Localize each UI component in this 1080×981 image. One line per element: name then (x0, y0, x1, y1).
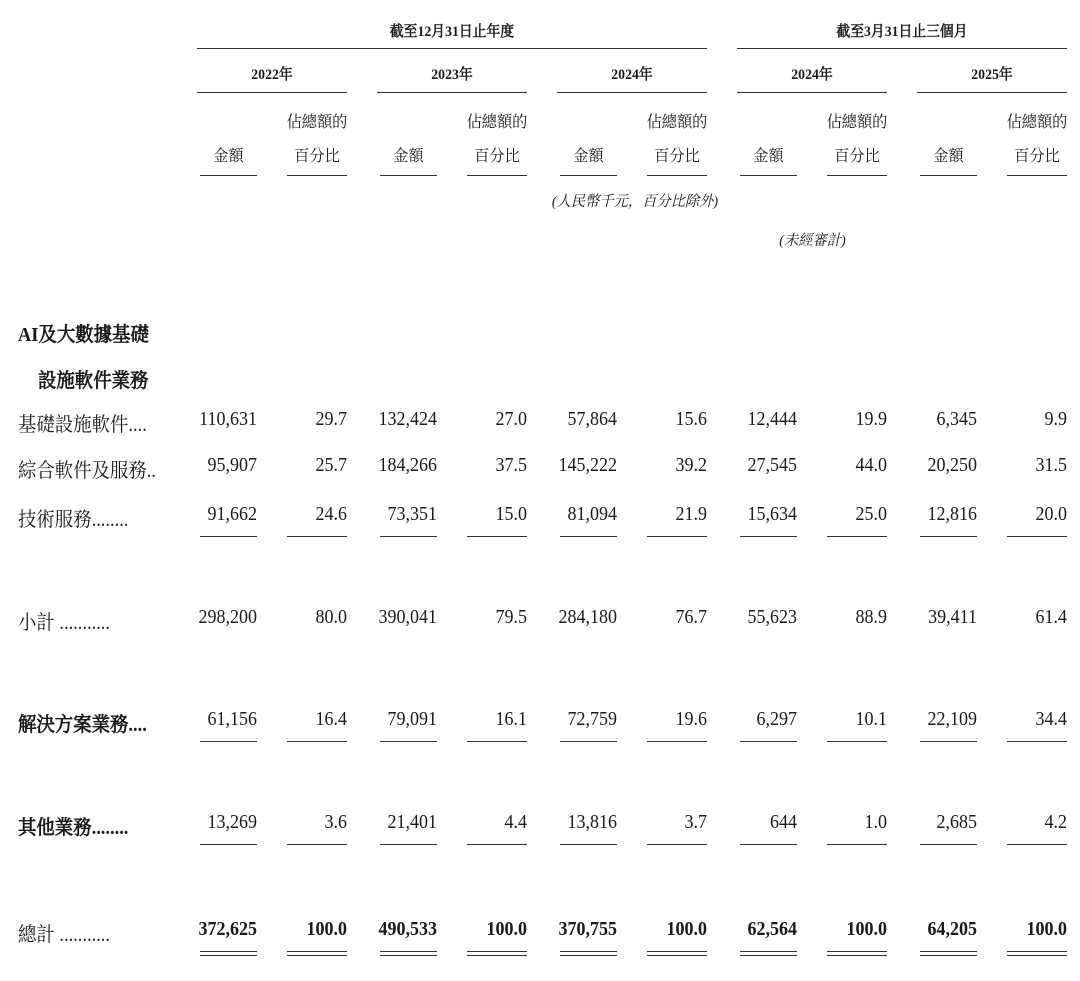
amount-cell: 27,545 (747, 454, 797, 476)
percentage-cell: 39.2 (675, 454, 707, 476)
underline (560, 536, 617, 537)
row-label: 總計 ........... (18, 924, 110, 946)
percentage-cell: 25.7 (315, 454, 347, 476)
underline (647, 951, 707, 952)
underline (467, 955, 527, 956)
underline (1007, 741, 1067, 742)
underline (467, 844, 527, 845)
pct-column-heading: 百分比 (654, 148, 700, 165)
underline (827, 955, 887, 956)
pct-column-heading: 百分比 (474, 148, 520, 165)
percentage-cell: 34.4 (1035, 708, 1067, 730)
percentage-cell: 9.9 (1044, 408, 1067, 430)
amount-cell: 15,634 (747, 503, 797, 525)
period-quarter-heading: 截至3月31日止三個月 (836, 24, 968, 40)
pct-column-heading: 佔總額的 (646, 114, 708, 131)
amount-cell: 2,685 (936, 811, 977, 833)
amount-cell: 62,564 (747, 918, 797, 940)
underline (1007, 951, 1067, 952)
column-rule (1007, 175, 1067, 176)
underline (827, 951, 887, 952)
amount-cell: 72,759 (567, 708, 617, 730)
underline (740, 844, 797, 845)
header-rule (197, 48, 707, 49)
amount-cell: 55,623 (747, 606, 797, 628)
underline (380, 951, 437, 952)
underline (200, 741, 257, 742)
percentage-cell: 80.0 (315, 606, 347, 628)
header-rule (737, 48, 1067, 49)
percentage-cell: 4.2 (1044, 811, 1067, 833)
percentage-cell: 10.1 (855, 708, 887, 730)
pct-column-heading: 百分比 (834, 148, 880, 165)
pct-column-heading: 佔總額的 (1006, 114, 1068, 131)
underline (647, 955, 707, 956)
underline (1007, 536, 1067, 537)
amount-cell: 370,755 (558, 918, 617, 940)
column-rule (740, 175, 797, 176)
amount-cell: 644 (770, 811, 797, 833)
underline (380, 741, 437, 742)
percentage-cell: 15.0 (495, 503, 527, 525)
underline (380, 844, 437, 845)
amount-column-heading: 金額 (933, 148, 964, 165)
amount-cell: 12,816 (927, 503, 977, 525)
column-rule (467, 175, 527, 176)
underline (467, 741, 527, 742)
amount-cell: 6,345 (936, 408, 977, 430)
row-label: 基礎設施軟件.... (18, 414, 147, 436)
year-rule (557, 92, 707, 93)
year-heading: 2023年 (431, 67, 473, 83)
underline (287, 955, 347, 956)
underline (740, 741, 797, 742)
row-label: 技術服務........ (18, 509, 129, 531)
year-heading: 2025年 (971, 67, 1013, 83)
percentage-cell: 25.0 (855, 503, 887, 525)
percentage-cell: 24.6 (315, 503, 347, 525)
column-rule (287, 175, 347, 176)
row-label: 綜合軟件及服務.. (18, 460, 156, 482)
year-heading: 2022年 (251, 67, 293, 83)
underline (287, 536, 347, 537)
column-rule (560, 175, 617, 176)
percentage-cell: 76.7 (675, 606, 707, 628)
underline (920, 844, 977, 845)
amount-cell: 372,625 (198, 918, 257, 940)
underline (287, 844, 347, 845)
row-label: 解決方案業務.... (18, 714, 147, 736)
underline (647, 844, 707, 845)
unaudited-note: (未經審計) (779, 233, 846, 249)
percentage-cell: 19.6 (675, 708, 707, 730)
pct-column-heading: 佔總額的 (466, 114, 528, 131)
amount-cell: 184,266 (378, 454, 437, 476)
pct-column-heading: 佔總額的 (826, 114, 888, 131)
percentage-cell: 19.9 (855, 408, 887, 430)
column-rule (827, 175, 887, 176)
column-rule (920, 175, 977, 176)
percentage-cell: 21.9 (675, 503, 707, 525)
underline (200, 536, 257, 537)
underline (467, 536, 527, 537)
underline (200, 955, 257, 956)
amount-cell: 57,864 (567, 408, 617, 430)
underline (740, 536, 797, 537)
underline (200, 951, 257, 952)
underline (1007, 955, 1067, 956)
underline (827, 741, 887, 742)
year-heading: 2024年 (611, 67, 653, 83)
underline (560, 844, 617, 845)
underline (560, 741, 617, 742)
underline (287, 741, 347, 742)
pct-column-heading: 百分比 (1014, 148, 1060, 165)
column-rule (647, 175, 707, 176)
percentage-cell: 88.9 (855, 606, 887, 628)
amount-cell: 95,907 (207, 454, 257, 476)
amount-cell: 73,351 (387, 503, 437, 525)
percentage-cell: 29.7 (315, 408, 347, 430)
amount-cell: 39,411 (928, 606, 977, 628)
percentage-cell: 79.5 (495, 606, 527, 628)
underline (647, 741, 707, 742)
row-label: 小計 ........... (18, 612, 110, 634)
underline (1007, 844, 1067, 845)
amount-cell: 13,269 (207, 811, 257, 833)
year-rule (737, 92, 887, 93)
underline (740, 951, 797, 952)
underline (200, 844, 257, 845)
section-heading: 設施軟件業務 (38, 370, 149, 392)
amount-cell: 298,200 (198, 606, 257, 628)
amount-cell: 20,250 (927, 454, 977, 476)
amount-cell: 490,533 (378, 918, 437, 940)
underline (380, 536, 437, 537)
percentage-cell: 20.0 (1035, 503, 1067, 525)
amount-cell: 284,180 (558, 606, 617, 628)
percentage-cell: 3.7 (684, 811, 707, 833)
percentage-cell: 16.1 (495, 708, 527, 730)
underline (920, 536, 977, 537)
percentage-cell: 37.5 (495, 454, 527, 476)
percentage-cell: 100.0 (306, 918, 347, 940)
column-rule (380, 175, 437, 176)
underline (920, 955, 977, 956)
percentage-cell: 31.5 (1035, 454, 1067, 476)
pct-column-heading: 百分比 (294, 148, 340, 165)
amount-cell: 110,631 (199, 408, 257, 430)
percentage-cell: 100.0 (486, 918, 527, 940)
year-heading: 2024年 (791, 67, 833, 83)
amount-cell: 145,222 (558, 454, 617, 476)
percentage-cell: 3.6 (324, 811, 347, 833)
underline (920, 741, 977, 742)
underline (560, 951, 617, 952)
underline (647, 536, 707, 537)
amount-cell: 132,424 (378, 408, 437, 430)
amount-cell: 81,094 (567, 503, 617, 525)
underline (287, 951, 347, 952)
amount-cell: 79,091 (387, 708, 437, 730)
amount-cell: 91,662 (207, 503, 257, 525)
units-note: (人民幣千元，百分比除外) (551, 194, 719, 210)
underline (827, 844, 887, 845)
percentage-cell: 15.6 (675, 408, 707, 430)
underline (920, 951, 977, 952)
amount-cell: 13,816 (567, 811, 617, 833)
pct-column-heading: 佔總額的 (286, 114, 348, 131)
underline (560, 955, 617, 956)
percentage-cell: 4.4 (504, 811, 527, 833)
underline (740, 955, 797, 956)
amount-column-heading: 金額 (393, 148, 424, 165)
amount-column-heading: 金額 (573, 148, 604, 165)
percentage-cell: 100.0 (666, 918, 707, 940)
percentage-cell: 1.0 (864, 811, 887, 833)
percentage-cell: 100.0 (1026, 918, 1067, 940)
amount-cell: 6,297 (756, 708, 797, 730)
amount-cell: 12,444 (747, 408, 797, 430)
column-rule (200, 175, 257, 176)
amount-cell: 390,041 (378, 606, 437, 628)
percentage-cell: 100.0 (846, 918, 887, 940)
year-rule (917, 92, 1067, 93)
underline (467, 951, 527, 952)
amount-cell: 21,401 (387, 811, 437, 833)
percentage-cell: 61.4 (1035, 606, 1067, 628)
year-rule (197, 92, 347, 93)
percentage-cell: 16.4 (315, 708, 347, 730)
percentage-cell: 27.0 (495, 408, 527, 430)
underline (827, 536, 887, 537)
period-annual-heading: 截至12月31日止年度 (389, 24, 515, 40)
percentage-cell: 44.0 (855, 454, 887, 476)
amount-column-heading: 金額 (213, 148, 244, 165)
year-rule (377, 92, 527, 93)
amount-column-heading: 金額 (753, 148, 784, 165)
amount-cell: 64,205 (927, 918, 977, 940)
row-label: 其他業務........ (18, 817, 129, 839)
amount-cell: 61,156 (207, 708, 257, 730)
underline (380, 955, 437, 956)
amount-cell: 22,109 (927, 708, 977, 730)
section-heading: AI及大數據基礎 (18, 324, 149, 346)
